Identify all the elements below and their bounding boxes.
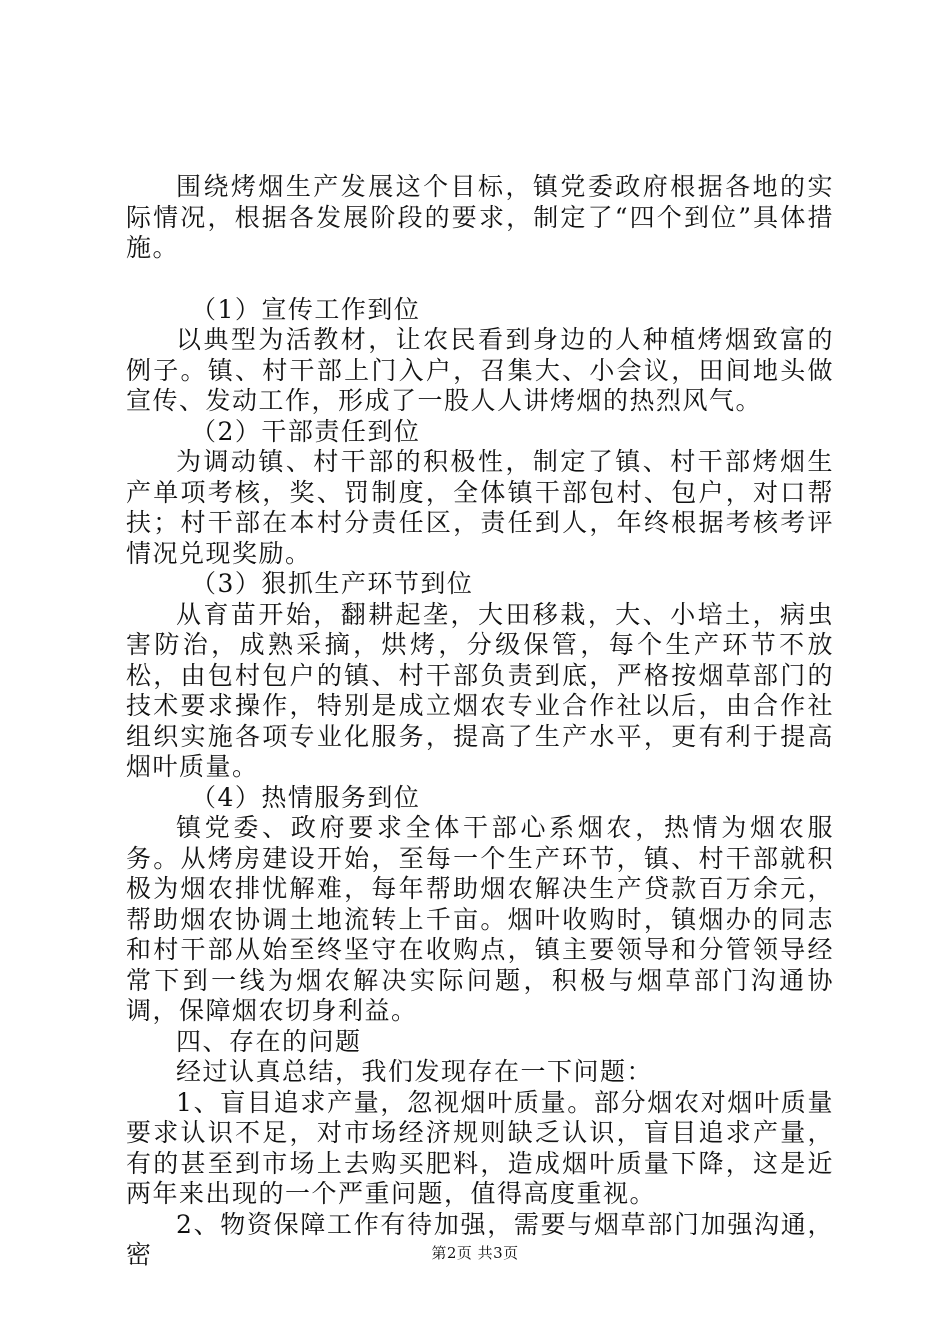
intro-paragraph: 围绕烤烟生产发展这个目标，镇党委政府根据各地的实际情况，根据各发展阶段的要求，制定了“四个到位”具体措施。 [126, 172, 834, 262]
problems-intro-paragraph: 经过认真总结，我们发现存在一下问题： [176, 1057, 654, 1086]
section-heading-4: （4）热情服务到位 [191, 782, 421, 812]
page-number-footer: 第2页 共3页 [431, 1244, 519, 1262]
section-4-paragraph: 镇党委、政府要求全体干部心系烟农，热情为烟农服务。从烤房建设开始，至每一个生产环节，镇、村干部就积极为烟农排忧解难，每年帮助烟农解决生产贷款百万余元，帮助烟农协调土地流转上千亩。烟叶收购时，镇烟办的同志和村干部从始至终坚守在收购点，镇主要领导和分管领导经常下到一线为烟农解决实际问题，积极与烟草部门沟通协调，保障烟农切身利益。 [126, 813, 834, 1025]
problems-heading: 四、存在的问题 [176, 1026, 362, 1056]
section-2-paragraph: 为调动镇、村干部的积极性，制定了镇、村干部烤烟生产单项考核，奖、罚制度，全体镇干部包村、包户，对口帮扶；村干部在本村分责任区，责任到人，年终根据考核考评情况兑现奖励。 [126, 447, 834, 568]
document-body [126, 172, 834, 1271]
problem-1-paragraph: 1、盲目追求产量，忽视烟叶质量。部分烟农对烟叶质量要求认识不足，对市场经济规则缺乏认识，盲目追求产量，有的甚至到市场上去购买肥料，造成烟叶质量下降，这是近两年来出现的一个严重问题，值得高度重视。 [126, 1087, 834, 1208]
section-heading-1: （1）宣传工作到位 [191, 294, 421, 324]
section-1-paragraph: 以典型为活教材，让农民看到身边的人种植烤烟致富的例子。镇、村干部上门入户，召集大、小会议，田间地头做宣传、发动工作，形成了一股人人讲烤烟的热烈风气。 [126, 325, 834, 415]
section-3-paragraph: 从育苗开始，翻耕起垄，大田移栽，大、小培土，病虫害防治，成熟采摘，烘烤，分级保管，每个生产环节不放松，由包村包户的镇、村干部负责到底，严格按烟草部门的技术要求操作，特别是成立烟农专业合作社以后，由合作社组织实施各项专业化服务，提高了生产水平，更有利于提高烟叶质量。 [126, 599, 834, 781]
paragraph-gap [126, 264, 834, 295]
problem-2-paragraph: 2、物资保障工作有待加强，需要与烟草部门加强沟通，密 [126, 1209, 834, 1269]
section-heading-3: （3）狠抓生产环节到位 [191, 569, 474, 598]
section-heading-2: （2）干部责任到位 [191, 416, 421, 446]
